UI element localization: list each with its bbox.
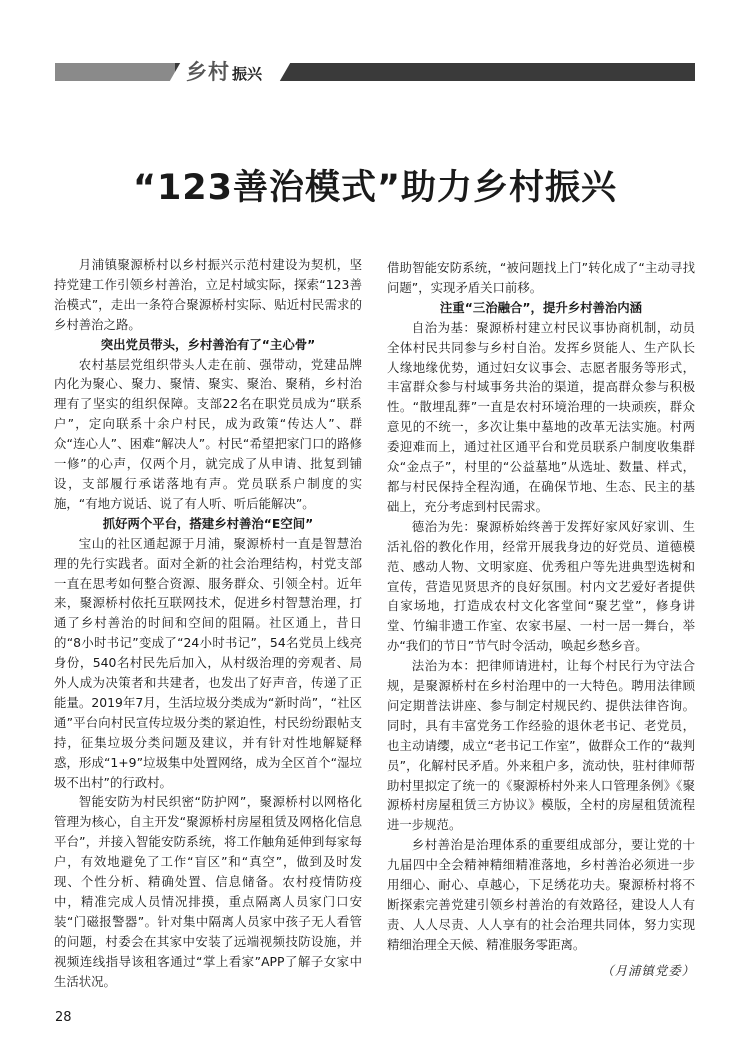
paragraph: 宝山的社区通起源于月浦，聚源桥村一直是智慧治理的先行实践者。面对全新的社会治理结构，村党支部一直在思考如何整合资源、服务群众、引领全村。近年来，聚源桥村依托互联网技术，促进乡村智慧治理，打通了乡村善治的时间和空间的阻隔。社区通上，昔日的“8小时书记”变成了“24小时书记”，54名党员上线亮身份，540名村民先后加入，从村级治理的旁观者、局外人成为决策者和共建者，也发出了好声音，传递了正能量。2019年7月，生活垃圾分类成为“新时尚”，“社区通”平台向村民宣传垃圾分类的紧迫性，村民纷纷跟帖支持，征集垃圾分类问题及建议，并有针对性地解疑释惑，形成“1+9”垃圾集中处置网络，成为全区首个“湿垃圾不出村”的行政村。 xyxy=(54,535,362,790)
paragraph: 借助智能安防系统，“被问题找上门”转化成了“主动寻找问题”，实现矛盾关口前移。 xyxy=(387,260,695,295)
paragraph: 月浦镇聚源桥村以乡村振兴示范村建设为契机，坚持党建工作引领乡村善治，立足村域实际，探索“123善治模式”，走出一条符合聚源桥村实际、贴近村民需求的乡村善治之路。 xyxy=(54,257,362,332)
section-label-part1: 乡村 xyxy=(186,60,230,84)
paragraph: 乡村善治是治理体系的重要组成部分，要让党的十九届四中全会精神精细精准落地，乡村善治必须进一步用细心、耐心、卓越心，下足绣花功夫。聚源桥村将不断探索完善党建引领乡村善治的有效路径，建设人人有责、人人尽责、人人享有的社会治理共同体，努力实现精细治理全天候、精准服务零距离。 xyxy=(387,837,695,952)
paragraph: 法治为本：把律师请进村，让每个村民行为守法合规，是聚源桥村在乡村治理中的一大特色。聘用法律顾问定期普法讲座、参与制定村规民约、提供法律咨询。同时，具有丰富党务工作经验的退休老书记、老党员，也主动请缨，成立“老书记工作室”，做群众工作的“裁判员”，化解村民矛盾。外来租户多，流动快，驻村律师帮助村里拟定了统一的《聚源桥村外来人口管理条例》《聚源桥村房屋租赁三方协议》模版，全村的房屋租赁流程进一步规范。 xyxy=(387,658,695,833)
article-title: “123善治模式”助力乡村振兴 xyxy=(132,168,618,208)
subheading: 突出党员带头，乡村善治有了“主心骨” xyxy=(100,336,316,352)
paragraph: 智能安防为村民织密“防护网”，聚源桥村以网格化管理为核心，自主开发“聚源桥村房屋租赁及网格化信息平台”，并接入智能安防系统，将工作触角延伸到每家每户，有效地避免了工作“盲区”和“真空”，做到及时发现、个性分析、精确处置、信息储备。农村疫情防疫中，精准完成人员情况排摸，重点隔离人员家门口安装“门磁报警器”。针对集中隔离人员家中孩子无人看管的问题，村委会在其家中安装了远端视频技防设施，并视频连线指导该租客通过“掌上看家”APP了解子女家中生活状况。 xyxy=(54,794,362,989)
subheading: 注重“三治融合”，提升乡村善治内涵 xyxy=(439,299,643,315)
paragraph: 德治为先：聚源桥始终善于发挥好家风好家训、生活礼俗的教化作用，经常开展我身边的好党员、道德模范、感动人物、文明家庭、优秀租户等先进典型选树和宣传，营造见贤思齐的良好氛围。村内文艺爱好者提供自家场地，打造成农村文化客堂间“聚艺堂”，修身讲堂、竹编非遗工作室、农家书屋、一村一居一舞台，举办“我们的节日”节气时令活动，唤起乡愁乡音。 xyxy=(387,518,695,654)
left-column xyxy=(54,255,362,992)
subheading: 抓好两个平台，搭建乡村善治“E空间” xyxy=(102,515,314,531)
section-label xyxy=(186,58,262,86)
right-column xyxy=(387,258,695,981)
signature: （月浦镇党委） xyxy=(601,962,695,978)
paragraph: 自治为基：聚源桥村建立村民议事协商机制，动员全体村民共同参与乡村自治。发挥乡贤能人、生产队长人缘地缘优势，通过妇女议事会、志愿者服务等形式，丰富群众参与村域事务共治的渠道，提高群众参与积极性。“散埋乱葬”一直是农村环境治理的一块顽疾，群众意见的不统一，多次让集中墓地的改革无法实施。村两委迎难而上，通过社区通平台和党员联系户制度收集群众“金点子”，村里的“公益墓地”从选址、数量、样式，都与村民保持全程沟通，在确保节地、生态、民主的基础上，充分考虑到村民需求。 xyxy=(387,319,695,514)
section-label-part2: 振兴 xyxy=(232,65,263,83)
page-number: 28 xyxy=(55,1010,72,1025)
section-banner-gray xyxy=(55,63,175,81)
paragraph: 农村基层党组织带头人走在前、强带动，党建品牌内化为聚心、聚力、聚情、聚实、聚治、聚稍，乡村治理有了坚实的组织保障。支部22名在职党员成为“联系户”，定向联系十余户村民，成为政策“传达人”、群众“连心人”、困难“解决人”。村民“希望把家门口的路修一修”的心声，仅两个月，就完成了从申请、批复到铺设，支部履行承诺落地有声。党员联系户制度的实施，“有地方说话、说了有人听、听后能解决”。 xyxy=(54,356,362,511)
